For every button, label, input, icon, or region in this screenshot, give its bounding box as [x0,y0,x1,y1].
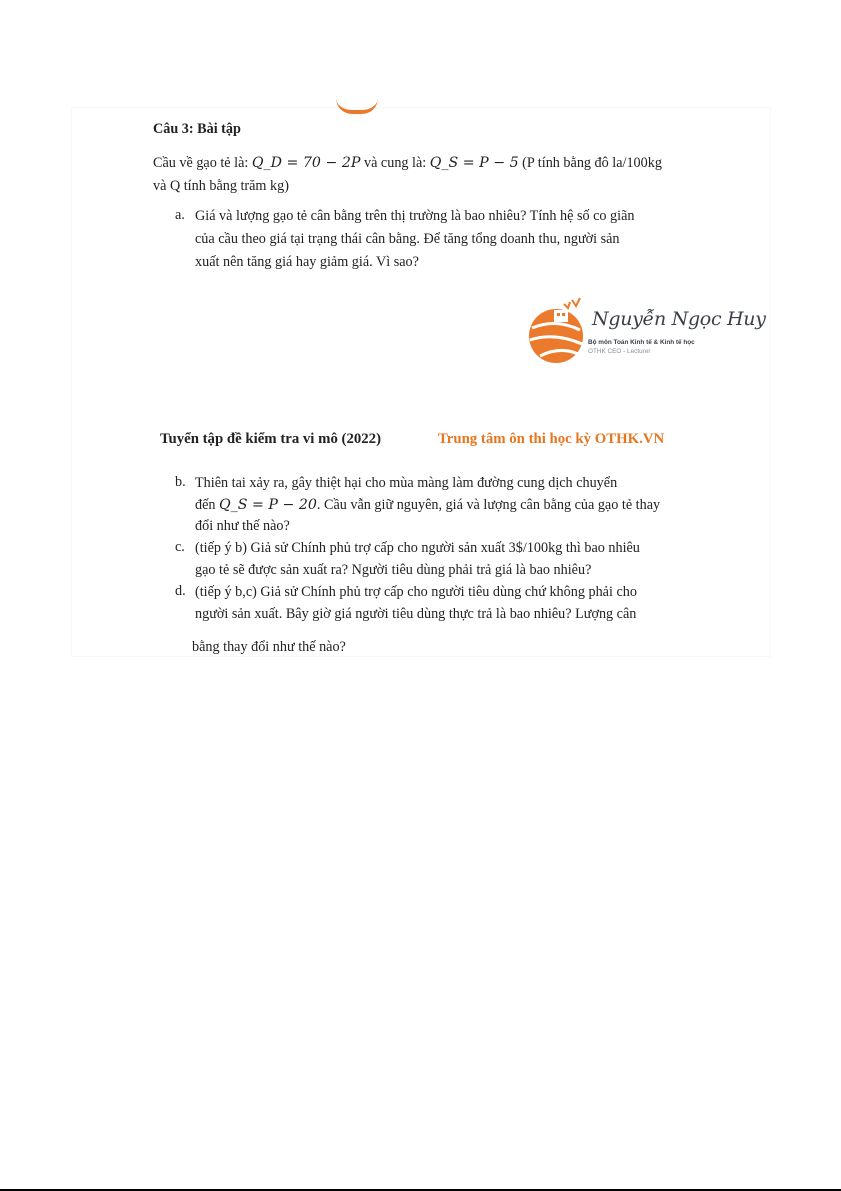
supply-equation [430,155,519,171]
logo-name: Nguyễn Ngọc Huy [592,308,766,330]
section-header-left: Tuyển tập đề kiểm tra vi mô (2022) [160,431,381,447]
item-d-line3: bằng thay đổi như thế nào? [192,639,346,655]
supply-equation-text: Q_S = P − 5 [429,155,519,171]
logo-ball-icon [526,294,596,366]
item-c-line2: gạo tẻ sẽ được sản xuất ra? Người tiêu dùng phải trả giá là bao nhiêu? [195,562,592,578]
logo-subtitle-2: OTHK CEO - Lecturer [588,348,651,355]
item-a-line1: Giá và lượng gạo tẻ cân bằng trên thị trường là bao nhiêu? Tính hệ số co giãn [195,208,635,224]
section-header-right: Trung tâm ôn thi học kỳ OTHK.VN [438,431,665,447]
intro-text: Cầu về gạo tẻ là: [153,155,252,171]
item-a-line3: xuất nên tăng giá hay giảm giá. Vì sao? [195,254,419,270]
intro-text-post: (P tính bằng đô la/100kg [518,155,662,171]
item-a-line2: của cầu theo giá tại trạng thái cân bằng. Để tăng tổng doanh thu, người sản [195,231,620,247]
item-b-line1: Thiên tai xảy ra, gây thiệt hại cho mùa màng làm đường cung dịch chuyển [195,475,618,491]
item-d-line1: (tiếp ý b,c) Giả sử Chính phủ trợ cấp cho người tiêu dùng chứ không phải cho [195,584,637,600]
item-c-line1: (tiếp ý b) Giả sử Chính phủ trợ cấp cho người sản xuất 3$/100kg thì bao nhiêu [195,540,640,556]
author-logo [526,294,766,366]
demand-equation-text: Q_D = 70 − 2P [251,155,361,171]
item-b-text-pre: đến [195,497,220,513]
item-a-label: a. [175,207,185,223]
item-b-label: b. [175,474,186,490]
question-heading: Câu 3: Bài tập [153,121,241,137]
item-b-text-post: . Cầu vẫn giữ nguyên, giá và lượng cân bằng của gạo tẻ thay [316,497,661,513]
demand-equation [252,155,361,171]
new-supply-equation: Q_S = P − 20 [219,497,317,513]
question-intro-line2: và Q tính bằng trăm kg) [153,178,289,194]
question-intro-line1 [153,154,662,172]
item-d-label: d. [175,583,186,599]
item-c-label: c. [175,539,185,555]
item-b-line2 [195,496,660,514]
item-d-line2: người sản xuất. Bây giờ giá người tiêu dùng thực trả là bao nhiêu? Lượng cân [195,606,637,622]
intro-text-mid: và cung là: [360,155,430,171]
item-b-line3: đổi như thế nào? [195,518,290,534]
logo-subtitle-1: Bộ môn Toán Kinh tế & Kinh tế học [588,339,695,346]
